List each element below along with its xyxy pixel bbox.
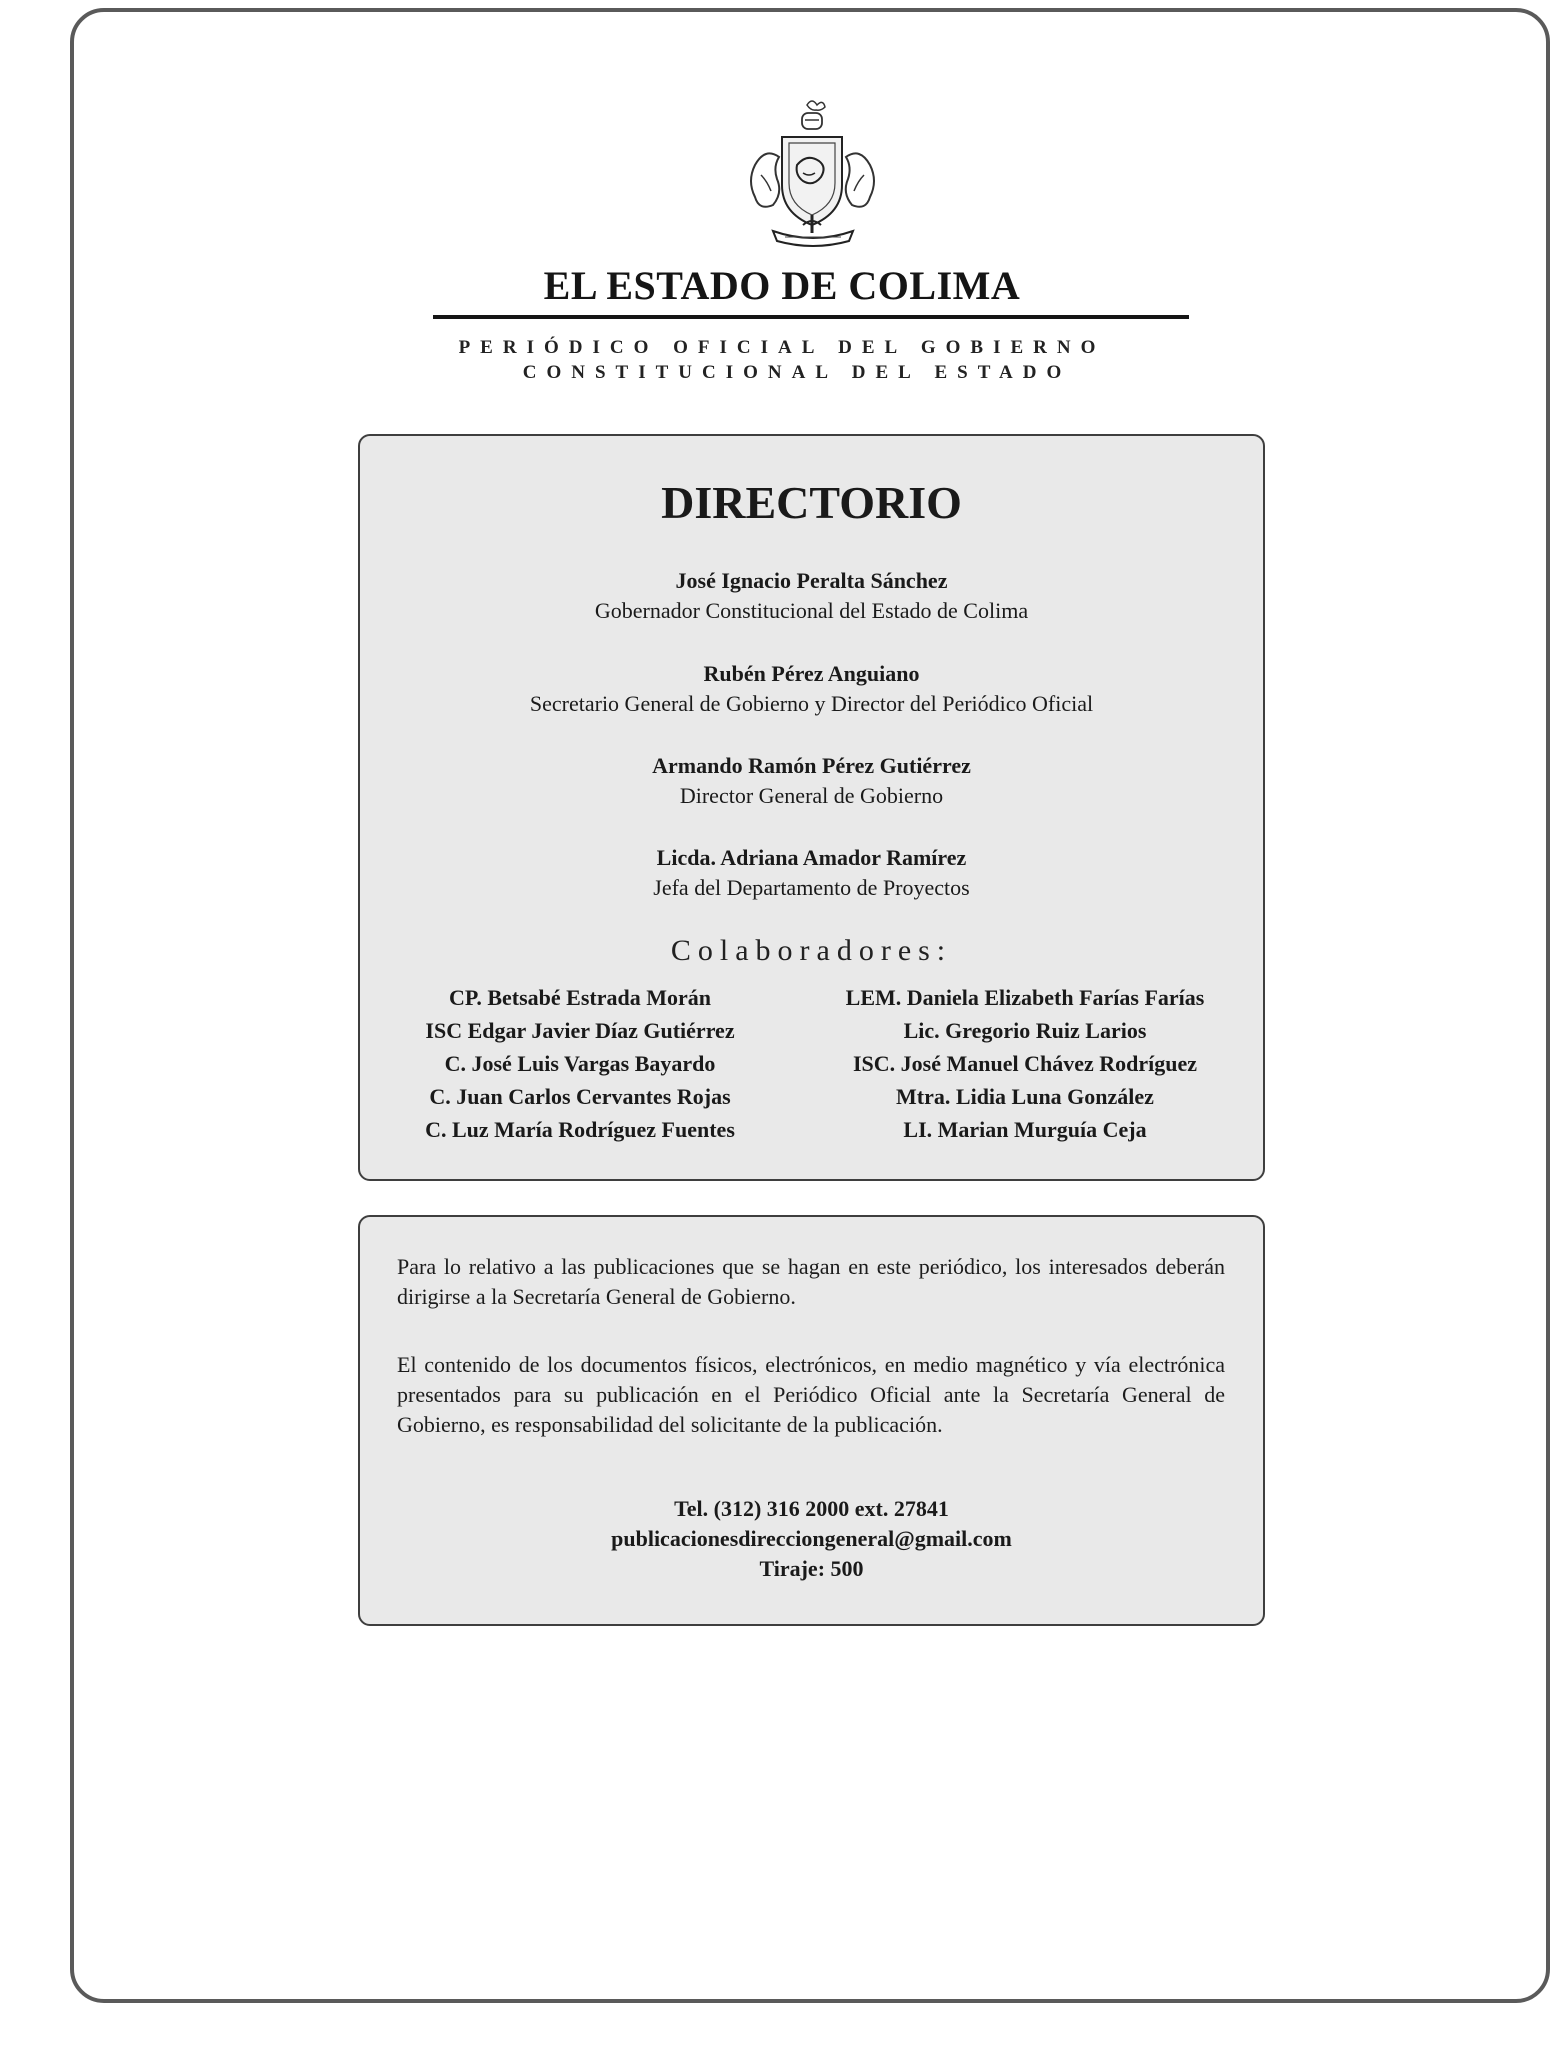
notice-paragraph: El contenido de los documentos físicos, electrónicos, en medio magnético y vía electrónica presentados para su publicación en el Periódico Oficial ante la Secretaría General de Gobierno, es responsabilidad del solicitante de la publicación. (397, 1352, 1225, 1437)
collaborator-name: C. Juan Carlos Cervantes Rojas (429, 1084, 731, 1109)
masthead-subtitle-line2: CONSTITUCIONAL DEL ESTADO (522, 362, 1072, 383)
masthead-divider (433, 315, 1189, 319)
official-name: Armando Ramón Pérez Gutiérrez (652, 753, 971, 778)
notice-box (358, 1215, 1265, 1626)
official-entry (360, 843, 1263, 903)
collaborator-name: Mtra. Lidia Luna González (896, 1084, 1154, 1109)
contact-block (360, 1494, 1263, 1584)
collaborators-right-column (800, 981, 1250, 1146)
collaborator-name: ISC. José Manuel Chávez Rodríguez (852, 1051, 1198, 1076)
official-name: José Ignacio Peralta Sánchez (675, 568, 948, 593)
directory-title: DIRECTORIO (661, 477, 962, 528)
collaborators-heading: Colaboradores: (670, 934, 953, 967)
masthead-subtitle-line1: PERIÓDICO OFICIAL DEL GOBIERNO (458, 337, 1106, 358)
collaborator-name: ISC Edgar Javier Díaz Gutiérrez (425, 1018, 735, 1043)
official-role: Gobernador Constitucional del Estado de Colima (594, 598, 1029, 623)
official-role: Secretario General de Gobierno y Director del Periódico Oficial (529, 691, 1094, 716)
collaborator-name: C. José Luis Vargas Bayardo (444, 1051, 716, 1076)
contact-email: publicacionesdirecciongeneral@gmail.com (611, 1526, 1012, 1551)
phone-number: Tel. (312) 316 2000 ext. 27841 (674, 1496, 949, 1521)
coat-of-arms-icon (745, 95, 880, 255)
collaborator-name: CP. Betsabé Estrada Morán (449, 985, 711, 1010)
collaborator-name: LEM. Daniela Elizabeth Farías Farías (845, 985, 1205, 1010)
collaborator-name: C. Luz María Rodríguez Fuentes (425, 1117, 735, 1142)
print-run: Tiraje: 500 (759, 1556, 864, 1581)
directory-box (358, 434, 1265, 1181)
collaborator-name: LI. Marian Murguía Ceja (903, 1117, 1147, 1142)
notice-paragraph: Para lo relativo a las publicaciones que se hagan en este periódico, los interesados deberán dirigirse a la Secretaría General de Gobierno. (397, 1254, 1225, 1309)
masthead-title: EL ESTADO DE COLIMA (543, 263, 1021, 308)
official-entry (360, 566, 1263, 626)
official-name: Rubén Pérez Anguiano (703, 661, 920, 686)
official-entry (360, 659, 1263, 719)
official-role: Jefa del Departamento de Proyectos (653, 875, 970, 900)
collaborator-name: Lic. Gregorio Ruiz Larios (903, 1018, 1147, 1043)
official-entry (360, 751, 1263, 811)
official-role: Director General de Gobierno (679, 783, 944, 808)
official-name: Licda. Adriana Amador Ramírez (656, 845, 967, 870)
collaborators-left-column (390, 981, 770, 1146)
